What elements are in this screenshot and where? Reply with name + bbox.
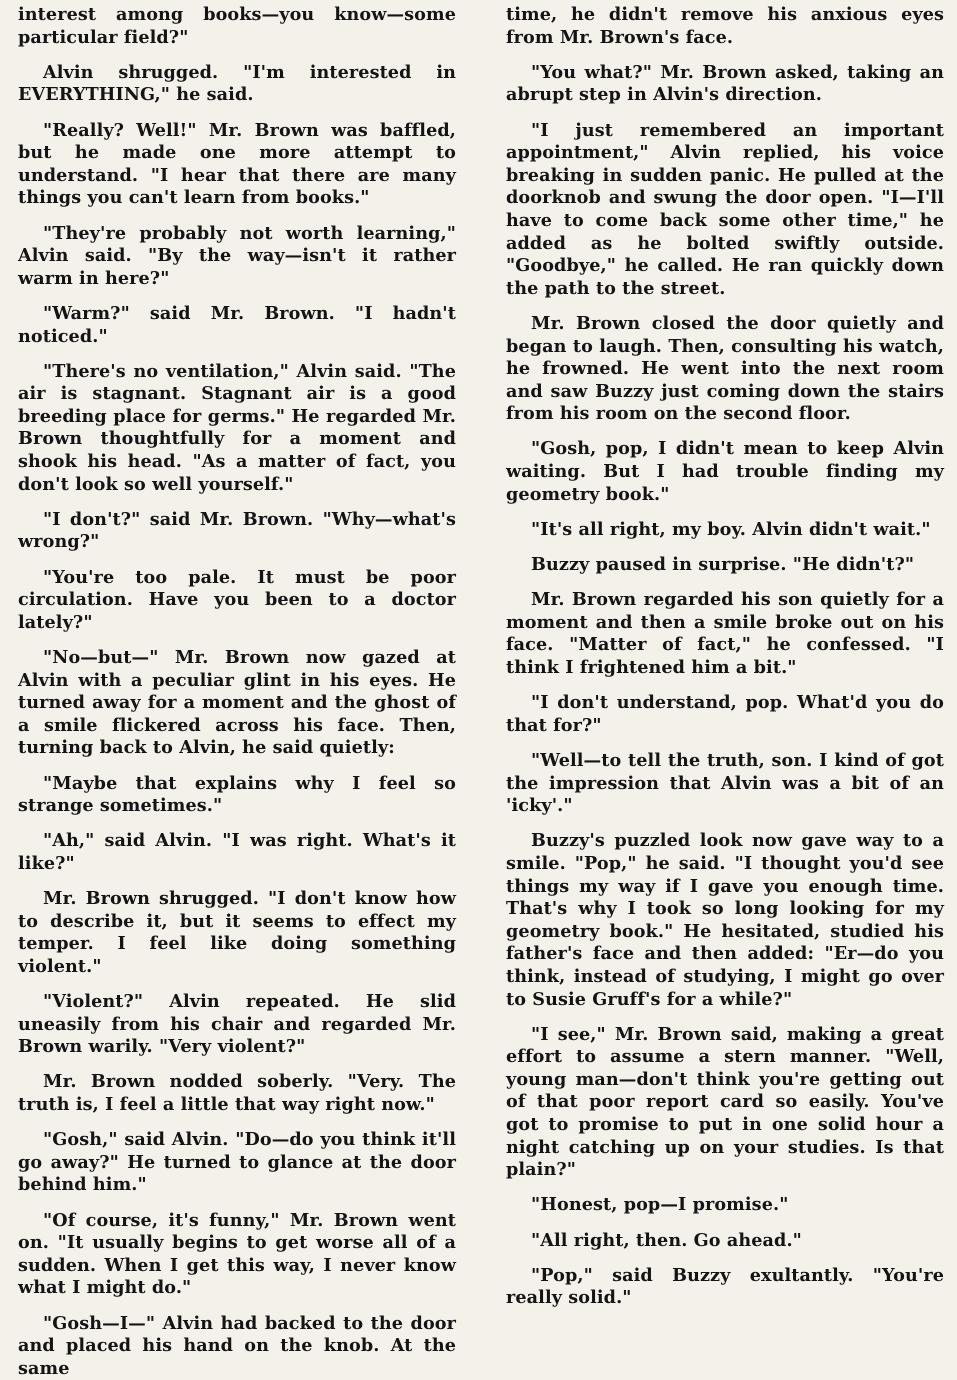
- paragraph: "I see," Mr. Brown said, making a great effort to assume a stern manner. "Well, young man—don't think you're getting out of that poor report card so easily. You've got to promise to put in one solid hour a night catching up on your studies. Is that plain?": [506, 1023, 944, 1181]
- right-column: [506, 4, 944, 1309]
- paragraph: "All right, then. Go ahead.": [531, 1229, 802, 1251]
- paragraph: "Of course, it's funny," Mr. Brown went on. "It usually begins to get worse all of a sudden. When I get this way, I never know what I might do.": [18, 1209, 456, 1299]
- left-column: [18, 4, 456, 1379]
- paragraph: "Pop," said Buzzy exultantly. "You're really solid.": [506, 1264, 944, 1309]
- paragraph: Buzzy's puzzled look now gave way to a smile. "Pop," he said. "I thought you'd see things my way if I gave you enough time. That's why I took so long looking for my geometry book." He hesitated, studied his father's face and then added: "Er—do you think, instead of studying, I might go over to Susie Gruff's for a while?": [506, 830, 944, 1010]
- paragraph: "I don't understand, pop. What'd you do that for?": [506, 692, 944, 736]
- paragraph: "Violent?" Alvin repeated. He slid uneasily from his chair and regarded Mr. Brown warily. "Very violent?": [18, 991, 456, 1058]
- paragraph: "Gosh, pop, I didn't mean to keep Alvin waiting. But I had trouble finding my geometry book.": [506, 438, 944, 505]
- paragraph: Alvin shrugged. "I'm interested in EVERYTHING," he said.: [18, 61, 456, 106]
- paragraph: "Warm?" said Mr. Brown. "I hadn't noticed.": [18, 302, 456, 347]
- paragraph: Buzzy paused in surprise. "He didn't?": [531, 554, 915, 576]
- paragraph: "You what?" Mr. Brown asked, taking an abrupt step in Alvin's direction.: [506, 61, 944, 106]
- paragraph: "It's all right, my boy. Alvin didn't wait.": [531, 518, 931, 540]
- paragraph: "Well—to tell the truth, son. I kind of got the impression that Alvin was a bit of an 'icky'.": [506, 749, 944, 817]
- paragraph: "No—but—" Mr. Brown now gazed at Alvin with a peculiar glint in his eyes. He turned away for a moment and the ghost of a smile flickered across his face. Then, turning back to Alvin, he said quietly:: [18, 647, 456, 759]
- paragraph: "There's no ventilation," Alvin said. "The air is stagnant. Stagnant air is a good breeding place for germs." He regarded Mr. Brown thoughtfully for a moment and shook his head. "As a matter of fact, you don't look so well yourself.": [18, 360, 456, 495]
- paragraph: "They're probably not worth learning," Alvin said. "By the way—isn't it rather warm in here?": [18, 222, 456, 289]
- paragraph: "Gosh—I—" Alvin had backed to the door and placed his hand on the knob. At the same: [18, 1312, 456, 1379]
- paragraph: "You're too pale. It must be poor circulation. Have you been to a doctor lately?": [18, 566, 456, 633]
- paragraph: Mr. Brown regarded his son quietly for a moment and then a smile broke out on his face. "Matter of fact," he confessed. "I think I frightened him a bit.": [506, 589, 944, 678]
- paragraph: "Ah," said Alvin. "I was right. What's it like?": [18, 830, 456, 874]
- paragraph: "Maybe that explains why I feel so strange sometimes.": [18, 772, 456, 817]
- paragraph: "Really? Well!" Mr. Brown was baffled, but he made one more attempt to understand. "I hear that there are many things you can't learn from books.": [18, 119, 456, 209]
- paragraph: "Gosh," said Alvin. "Do—do you think it'll go away?" He turned to glance at the door behind him.": [18, 1129, 456, 1196]
- paragraph: Mr. Brown shrugged. "I don't know how to describe it, but it seems to effect my temper. I feel like doing something violent.": [18, 888, 456, 977]
- paragraph: "I don't?" said Mr. Brown. "Why—what's wrong?": [18, 508, 456, 553]
- paragraph: Mr. Brown nodded soberly. "Very. The truth is, I feel a little that way right now.": [18, 1071, 456, 1116]
- paragraph: "I just remembered an important appointment," Alvin replied, his voice breaking in sudden panic. He pulled at the doorknob and swung the door open. "I—I'll have to come back some other time," he added as he bolted swiftly outside. "Goodbye," he called. He ran quickly down the path to the street.: [506, 119, 944, 299]
- paragraph: interest among books—you know—some particular field?": [18, 4, 456, 48]
- paragraph: "Honest, pop—I promise.": [531, 1194, 789, 1216]
- paragraph: time, he didn't remove his anxious eyes from Mr. Brown's face.: [506, 4, 944, 48]
- paragraph: Mr. Brown closed the door quietly and began to laugh. Then, consulting his watch, he frowned. He went into the next room and saw Buzzy just coming down the stairs from his room on the second floor.: [506, 312, 944, 425]
